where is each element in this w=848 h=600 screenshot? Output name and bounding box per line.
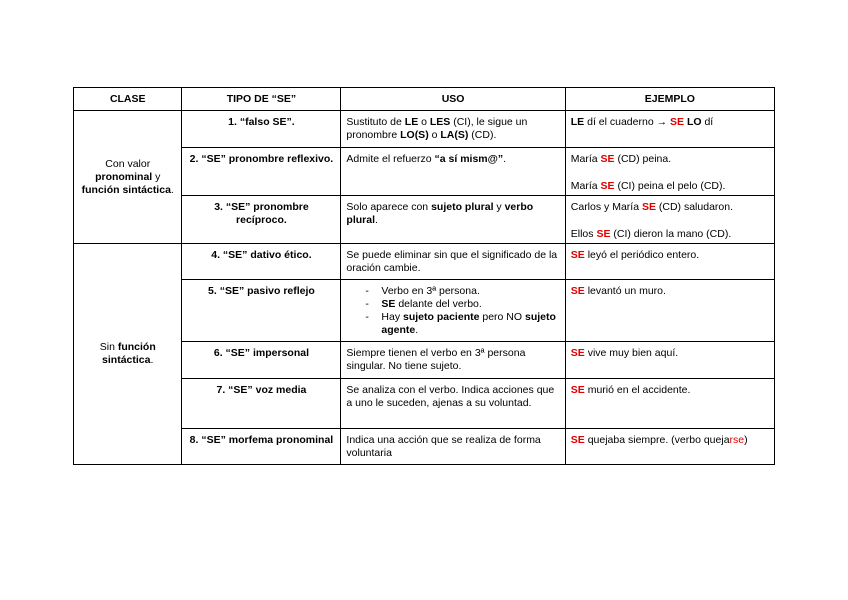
header-uso: USO	[341, 88, 565, 111]
tipo-cell: 5. “SE” pasivo reflejo	[182, 280, 341, 342]
tipo-cell: 3. “SE” pronombre recíproco.	[182, 196, 341, 244]
table-row	[74, 244, 775, 280]
tipo-cell: 7. “SE” voz media	[182, 379, 341, 429]
ejemplo-cell: SE levantó un muro.	[565, 280, 774, 342]
tipo-cell: 8. “SE” morfema pronominal	[182, 429, 341, 465]
header-row	[74, 88, 775, 111]
list-item: - Hay sujeto paciente pero NO sujeto agente.	[365, 311, 559, 337]
clase-text: Sin	[99, 341, 118, 353]
uso-list	[346, 285, 559, 337]
clase-pronominal	[74, 111, 182, 244]
list-item: - SE delante del verbo.	[365, 298, 559, 311]
ejemplo-cell: SE murió en el accidente.	[565, 379, 774, 429]
uso-cell: Sustituto de LE o LES (CI), le sigue un pronombre LO(S) o LA(S) (CD).	[341, 111, 565, 148]
clase-text: .	[170, 183, 174, 196]
uso-cell: Siempre tienen el verbo en 3ª persona singular. No tiene sujeto.	[341, 342, 565, 379]
clase-bold: función sintáctica	[81, 183, 171, 196]
uso-cell: Admite el refuerzo “a sí mism@”.	[341, 148, 565, 196]
ejemplo-cell: SE leyó el periódico entero.	[565, 244, 774, 280]
uso-cell: Se puede eliminar sin que el significado de la oración cambie.	[341, 244, 565, 280]
uso-cell	[341, 280, 565, 342]
uso-cell: Solo aparece con sujeto plural y verbo plural.	[341, 196, 565, 244]
clase-sin-funcion	[74, 244, 182, 465]
tipo-cell: 2. “SE” pronombre reflexivo.	[182, 148, 341, 196]
ejemplo-cell: Carlos y María SE (CD) saludaron. Ellos SE (CI) dieron la mano (CD).	[565, 196, 774, 244]
ejemplo-cell: SE vive muy bien aquí.	[565, 342, 774, 379]
clase-text: Con valor	[105, 157, 151, 170]
header-tipo: TIPO DE “SE”	[182, 88, 341, 111]
uso-cell: Se analiza con el verbo. Indica acciones que a uno le suceden, ajenas a su voluntad.	[341, 379, 565, 429]
tipo-cell: 4. “SE” dativo ético.	[182, 244, 341, 280]
ejemplo-cell: LE dí el cuaderno → SE LO dí	[565, 111, 774, 148]
header-ejemplo: EJEMPLO	[565, 88, 774, 111]
header-clase: CLASE	[74, 88, 182, 111]
clase-bold: función sintáctica	[102, 341, 156, 366]
uso-cell: Indica una acción que se realiza de forma voluntaria	[341, 429, 565, 465]
list-item: - Verbo en 3ª persona.	[365, 285, 559, 298]
ejemplo-cell: SE quejaba siempre. (verbo quejarse)	[565, 429, 774, 465]
tipo-cell: 6. “SE” impersonal	[182, 342, 341, 379]
se-table	[73, 87, 775, 465]
tipo-cell: 1. “falso SE”.	[182, 111, 341, 148]
clase-text: .	[150, 354, 154, 366]
table-row	[74, 111, 775, 148]
clase-text: y	[152, 170, 161, 183]
clase-bold: pronominal	[95, 170, 153, 183]
ejemplo-cell: María SE (CD) peina. María SE (CI) peina el pelo (CD).	[565, 148, 774, 196]
